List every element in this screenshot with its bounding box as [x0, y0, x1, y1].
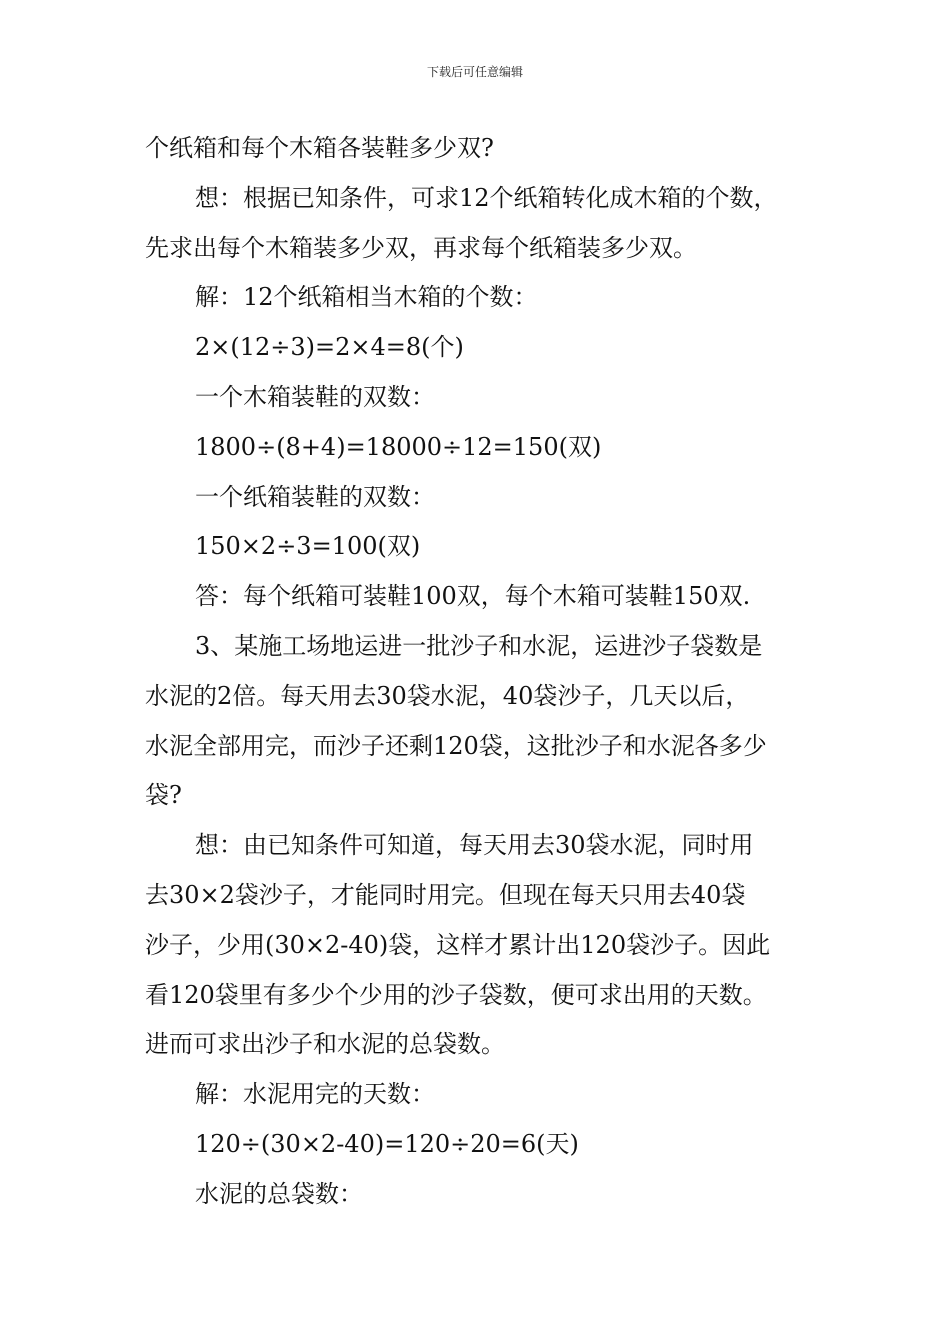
text-line: 看120袋里有多少个少用的沙子袋数，便可求出用的天数。 — [145, 980, 767, 1009]
text-line: 沙子，少用(30×2-40)袋，这样才累计出120袋沙子。因此 — [145, 930, 771, 959]
text-line: 解：水泥用完的天数： — [195, 1080, 435, 1109]
text-line: 水泥的总袋数： — [195, 1179, 363, 1208]
problem-line: 3、某施工场地运进一批沙子和水泥，运进沙子袋数是 — [195, 631, 763, 660]
text-line: 先求出每个木箱装多少双，再求每个纸箱装多少双。 — [145, 233, 697, 262]
text-line: 解：12个纸箱相当木箱的个数： — [195, 283, 538, 312]
page-header: 下载后可任意编辑 — [426, 65, 523, 79]
text-line: 个纸箱和每个木箱各装鞋多少双? — [145, 134, 494, 162]
formula-line: 2×(12÷3)=2×4=8(个) — [195, 333, 464, 362]
problem-line: 水泥的2倍。每天用去30袋水泥，40袋沙子，几天以后， — [145, 681, 750, 710]
text-line: 一个木箱装鞋的双数： — [195, 382, 435, 411]
text-line: 想：由已知条件可知道，每天用去30袋水泥，同时用 — [195, 831, 754, 860]
formula-line: 1800÷(8+4)=18000÷12=150(双) — [195, 432, 602, 461]
answer-line: 答：每个纸箱可装鞋100双，每个木箱可装鞋150双. — [195, 582, 751, 611]
text-line: 一个纸箱装鞋的双数： — [195, 482, 435, 511]
formula-line: 120÷(30×2-40)=120÷20=6(天) — [195, 1129, 579, 1158]
text-line: 想：根据已知条件，可求12个纸箱转化成木箱的个数， — [195, 183, 778, 212]
document-body — [145, 124, 815, 1220]
text-line: 去30×2袋沙子，才能同时用完。但现在每天只用去40袋 — [145, 880, 746, 909]
text-line: 进而可求出沙子和水泥的总袋数。 — [145, 1030, 505, 1059]
formula-line: 150×2÷3=100(双) — [195, 532, 421, 561]
problem-line: 袋? — [145, 781, 182, 810]
problem-line: 水泥全部用完，而沙子还剩120袋，这批沙子和水泥各多少 — [145, 731, 767, 760]
